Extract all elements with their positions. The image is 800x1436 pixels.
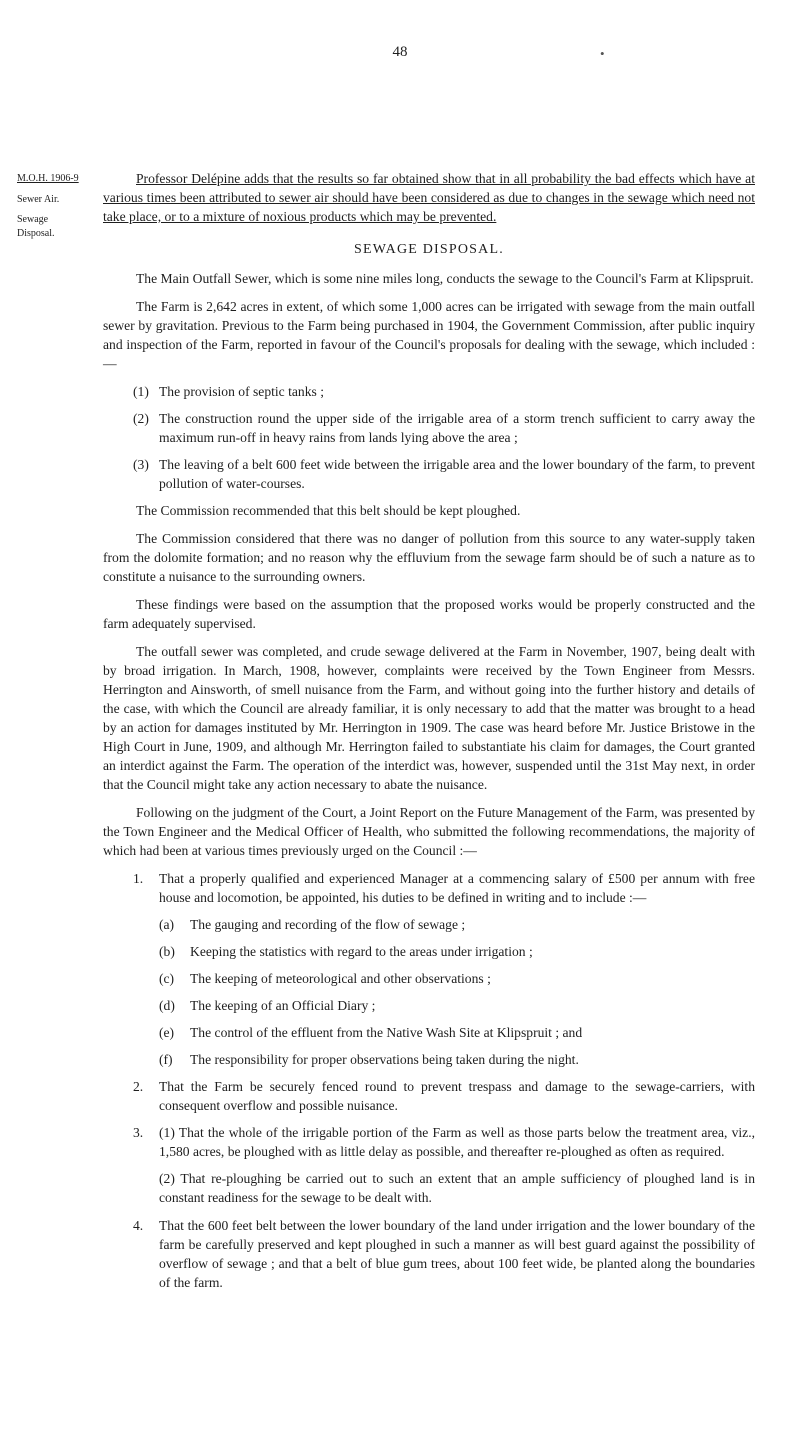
duty-item <box>103 1050 755 1069</box>
intro-paragraph: Professor Delépine adds that the results so far obtained show that in all probability the bad effects which have at various times been attributed to sewer air should have been considered as due to changes in the sewage which need not take place, or to a mixture of noxious products which may be prevented. <box>103 171 755 224</box>
duty-item <box>103 915 755 934</box>
list-text: The keeping of an Official Diary ; <box>190 998 376 1013</box>
recommendation-item <box>103 869 755 907</box>
duty-item <box>103 996 755 1015</box>
recommendation-item <box>103 1216 755 1292</box>
list-text: That the Farm be securely fenced round to prevent trespass and damage to the sewage-carriers, with consequent overflow and possible nuisance. <box>159 1079 755 1113</box>
paragraph-farm-extent: The Farm is 2,642 acres in extent, of which some 1,000 acres can be irrigated with sewage from the main outfall sewer by gravitation. Previous to the Farm being purchased in 1904, the Government Commission, after public inquiry and inspection of the Farm, reported in favour of the Council's proposals for dealing with the sewage, which included :— <box>103 299 755 371</box>
recommendation-item <box>103 1123 755 1161</box>
paragraph-outfall-completed: The outfall sewer was completed, and crude sewage delivered at the Farm in November, 1907, being dealt with by broad irrigation. In March, 1908, however, complaints were received by the Town Engineer from Messrs. Herrington and Ainsworth, of smell nuisance from the Farm, and without going into the further history and details of the case, with which the Council are already familiar, it is only necessary to add that the matter was brought to a head by an action for damages instituted by Mr. Herrington in 1909. The case was heard before Mr. Justice Bristowe in the High Court in June, 1909, and although Mr. Herrington failed to substantiate his claim for damages, the Court granted an interdict against the Farm. The operation of the interdict was, however, suspended until the 31st May next, in order that the Council might take any action necessary to abate the nuisance. <box>103 644 755 792</box>
section-title: SEWAGE DISPOSAL. <box>354 242 504 257</box>
list-text: The responsibility for proper observations being taken during the night. <box>190 1052 579 1067</box>
paragraph-commission-recommended: The Commission recommended that this belt should be kept ploughed. <box>136 503 521 518</box>
duty-item <box>103 969 755 988</box>
list-text: The leaving of a belt 600 feet wide between the irrigable area and the lower boundary of the farm, to prevent pollution of water-courses. <box>159 457 755 491</box>
page-mark: • <box>600 46 605 61</box>
list-marker: (e) <box>159 1025 175 1040</box>
duty-item <box>103 942 755 961</box>
paragraph-findings: These findings were based on the assumption that the proposed works would be properly constructed and the farm adequately supervised. <box>103 597 755 631</box>
list-marker: 2. <box>133 1079 144 1094</box>
list-marker: (3) <box>133 457 149 472</box>
list-text: That the 600 feet belt between the lower boundary of the land under irrigation and the lower boundary of the farm be carefully preserved and kept ploughed in such a manner as will best guard against the possibility of overflow of sewage ; and that a belt of blue gum trees, about 100 feet wide, be planted along the boundaries of the farm. <box>159 1218 755 1290</box>
list-marker: 4. <box>133 1218 144 1233</box>
list-marker: (2) <box>133 411 149 426</box>
list-text: The keeping of meteorological and other observations ; <box>190 971 491 986</box>
report-reference: M.O.H. 1906-9 <box>17 173 79 184</box>
page-number: 48 <box>392 44 408 60</box>
list-marker: (b) <box>159 944 175 959</box>
duty-item <box>103 1023 755 1042</box>
list-marker: (a) <box>159 917 175 932</box>
paragraph-commission-considered: The Commission considered that there was no danger of pollution from this source to any water-supply taken from the dolomite formation; and no reason why the effluvium from the sewage farm should be of such a nature as to constitute a nuisance to the surrounding owners. <box>103 531 755 584</box>
list-marker: 1. <box>133 871 144 886</box>
list-marker: (d) <box>159 998 175 1013</box>
margin-note-sewage: Sewage <box>17 214 49 225</box>
margin-note-sewer-air: Sewer Air. <box>17 193 60 205</box>
list-marker: (f) <box>159 1052 173 1067</box>
recommendation-sub-paragraph: (2) That re-ploughing be carried out to such an extent that an ample sufficiency of ploughed land is in constant readiness for the sewage to be dealt with. <box>159 1171 755 1205</box>
page-body <box>103 169 755 1300</box>
list-text: That a properly qualified and experienced Manager at a commencing salary of £500 per annum with free house and locomotion, be appointed, his duties to be defined in writing and to include :— <box>159 871 755 905</box>
list-marker: (c) <box>159 971 175 986</box>
list-text: The control of the effluent from the Native Wash Site at Klipspruit ; and <box>190 1025 583 1040</box>
list-item <box>103 455 755 493</box>
list-marker: (1) <box>133 384 149 399</box>
recommendation-item <box>103 1077 755 1115</box>
list-text: The gauging and recording of the flow of sewage ; <box>190 917 466 932</box>
paragraph-joint-report: Following on the judgment of the Court, a Joint Report on the Future Management of the Farm, was presented by the Town Engineer and the Medical Officer of Health, who submitted the following recommendations, the majority of which had been at various times previously urged on the Council :— <box>103 805 755 858</box>
list-text: The provision of septic tanks ; <box>159 384 324 399</box>
margin-notes <box>17 172 87 247</box>
list-text: (1) That the whole of the irrigable portion of the Farm as well as those parts below the treatment area, viz., 1,580 acres, be ploughed with as little delay as possible, and thereafter re-ploughed as often as required. <box>159 1125 755 1159</box>
list-marker: 3. <box>133 1125 144 1140</box>
list-item <box>103 382 755 401</box>
list-text: The construction round the upper side of the irrigable area of a storm trench sufficient to carry away the maximum run-off in heavy rains from lands lying above the area ; <box>159 411 755 445</box>
margin-note-disposal: Disposal. <box>17 227 55 239</box>
list-item <box>103 409 755 447</box>
paragraph-outfall-sewer: The Main Outfall Sewer, which is some nine miles long, conducts the sewage to the Council's Farm at Klipspruit. <box>136 271 754 286</box>
list-text: Keeping the statistics with regard to the areas under irrigation ; <box>190 944 533 959</box>
